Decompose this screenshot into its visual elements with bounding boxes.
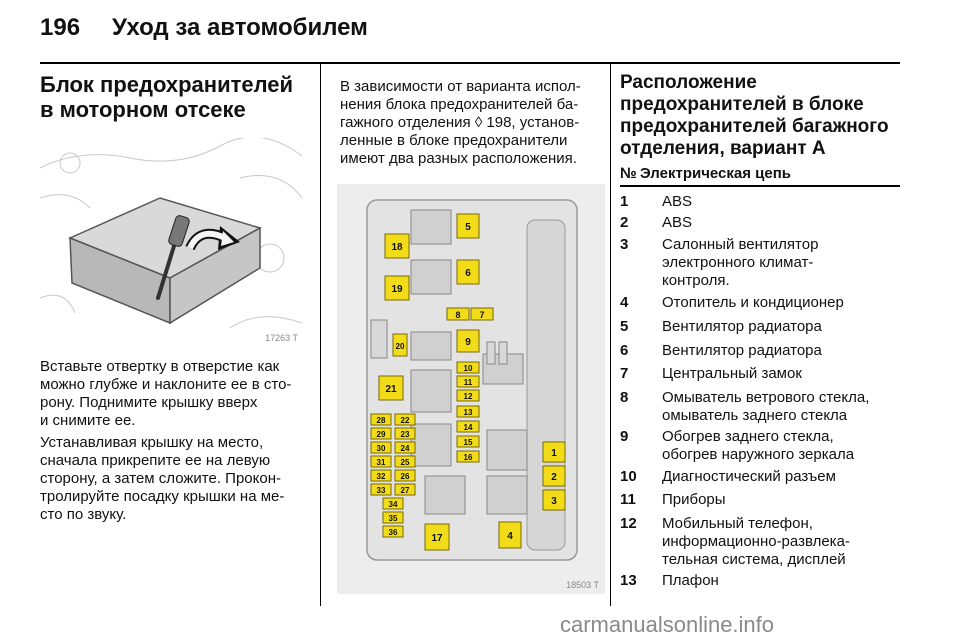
header-rule: [40, 62, 900, 64]
fuse-22: [395, 414, 415, 425]
svg-text:2: 2: [551, 472, 557, 483]
fuse-12: [457, 390, 479, 401]
column-header-number: №: [620, 165, 637, 182]
svg-text:18: 18: [391, 242, 403, 253]
fuse-34: [383, 498, 403, 509]
svg-text:29: 29: [376, 430, 386, 439]
fuse-21: [379, 376, 403, 400]
column-divider-1: [320, 64, 321, 606]
fuse-2: [543, 466, 565, 486]
svg-text:4: 4: [507, 531, 513, 542]
column-divider-2: [610, 64, 611, 606]
svg-text:31: 31: [376, 458, 386, 467]
svg-text:10: 10: [463, 364, 473, 373]
fuse-3: [543, 490, 565, 510]
paragraph-install-cover: Устанавливая крышку на место, сначала прикрепите ее на левую сторону, а затем сложите. Прокон- тролируйте посадку крышки на ме- сто по звуку.: [40, 434, 285, 523]
section-heading-engine-fusebox: Блок предохранителей в моторном отсеке: [40, 72, 294, 122]
fuse-33: [371, 484, 391, 495]
fuse-36: [383, 526, 403, 537]
fuse-35: [383, 512, 403, 523]
fuse-6: [457, 260, 479, 284]
fuse-14: [457, 421, 479, 432]
figure-code: 17263 T: [265, 333, 298, 343]
fusebox-cover-illustration: [40, 138, 302, 344]
fuse-8: [447, 308, 469, 320]
svg-text:7: 7: [479, 310, 485, 320]
svg-text:36: 36: [388, 528, 398, 537]
svg-text:20: 20: [395, 342, 405, 351]
fuse-29: [371, 428, 391, 439]
fuse-31: [371, 456, 391, 467]
svg-text:11: 11: [463, 378, 473, 387]
svg-text:3: 3: [551, 496, 557, 507]
svg-text:24: 24: [400, 444, 410, 453]
fuse-19: [385, 276, 409, 300]
section-heading-trunk-fuses: Расположение предохранителей в блоке предохранителей багажного отделения, вариант A: [620, 72, 889, 159]
svg-text:30: 30: [376, 444, 386, 453]
column-header-circuit: Электрическая цепь: [640, 165, 792, 182]
fuse-9: [457, 330, 479, 352]
svg-text:13: 13: [463, 408, 473, 417]
fuse-5: [457, 214, 479, 238]
svg-text:21: 21: [385, 384, 397, 395]
paragraph-remove-cover: Вставьте отвертку в отверстие как можно глубже и наклоните ее в сто- рону. Поднимите крышку вверх и снимите ее.: [40, 358, 292, 429]
svg-text:19: 19: [391, 284, 403, 295]
svg-text:32: 32: [376, 472, 386, 481]
fuse-20: [393, 334, 407, 356]
trunk-fusebox-diagram: [337, 184, 605, 594]
fuse-16: [457, 451, 479, 462]
fuse-25: [395, 456, 415, 467]
fuse-27: [395, 484, 415, 495]
svg-text:23: 23: [400, 430, 410, 439]
page-number: 196: [40, 14, 81, 41]
svg-text:35: 35: [388, 514, 398, 523]
fuse-13: [457, 406, 479, 417]
svg-text:6: 6: [465, 268, 471, 279]
fuse-15: [457, 436, 479, 447]
svg-text:28: 28: [376, 416, 386, 425]
fuse-18: [385, 234, 409, 258]
fuse-28: [371, 414, 391, 425]
fuse-26: [395, 470, 415, 481]
svg-text:8: 8: [455, 310, 461, 320]
fuse-32: [371, 470, 391, 481]
fuse-30: [371, 442, 391, 453]
svg-text:17: 17: [431, 533, 443, 544]
svg-text:15: 15: [463, 438, 473, 447]
fuse-17: [425, 524, 449, 550]
svg-text:33: 33: [376, 486, 386, 495]
table-header: [620, 165, 900, 187]
fuse-4: [499, 522, 521, 548]
svg-text:26: 26: [400, 472, 410, 481]
svg-text:9: 9: [465, 337, 471, 348]
figure-code: 18503 T: [566, 580, 599, 590]
svg-text:14: 14: [463, 423, 473, 432]
svg-text:1: 1: [551, 448, 557, 459]
fuse-10: [457, 362, 479, 373]
fuse-1: [543, 442, 565, 462]
svg-text:25: 25: [400, 458, 410, 467]
fuse-24: [395, 442, 415, 453]
site-watermark: carmanualsonline.info: [560, 612, 775, 637]
fuse-11: [457, 376, 479, 387]
svg-text:12: 12: [463, 392, 473, 401]
svg-text:22: 22: [400, 416, 410, 425]
svg-text:27: 27: [400, 486, 410, 495]
fuse-7: [471, 308, 493, 320]
fuse-23: [395, 428, 415, 439]
page-title: Уход за автомобилем: [112, 14, 368, 41]
paragraph-variants: В зависимости от варианта испол- нения блока предохранителей ба- гажного отделения ◊ 198, установ- ленные в блоке предохранители имеют два разных расположения.: [340, 78, 581, 167]
svg-text:16: 16: [463, 453, 473, 462]
svg-text:34: 34: [388, 500, 398, 509]
svg-text:5: 5: [465, 222, 471, 233]
